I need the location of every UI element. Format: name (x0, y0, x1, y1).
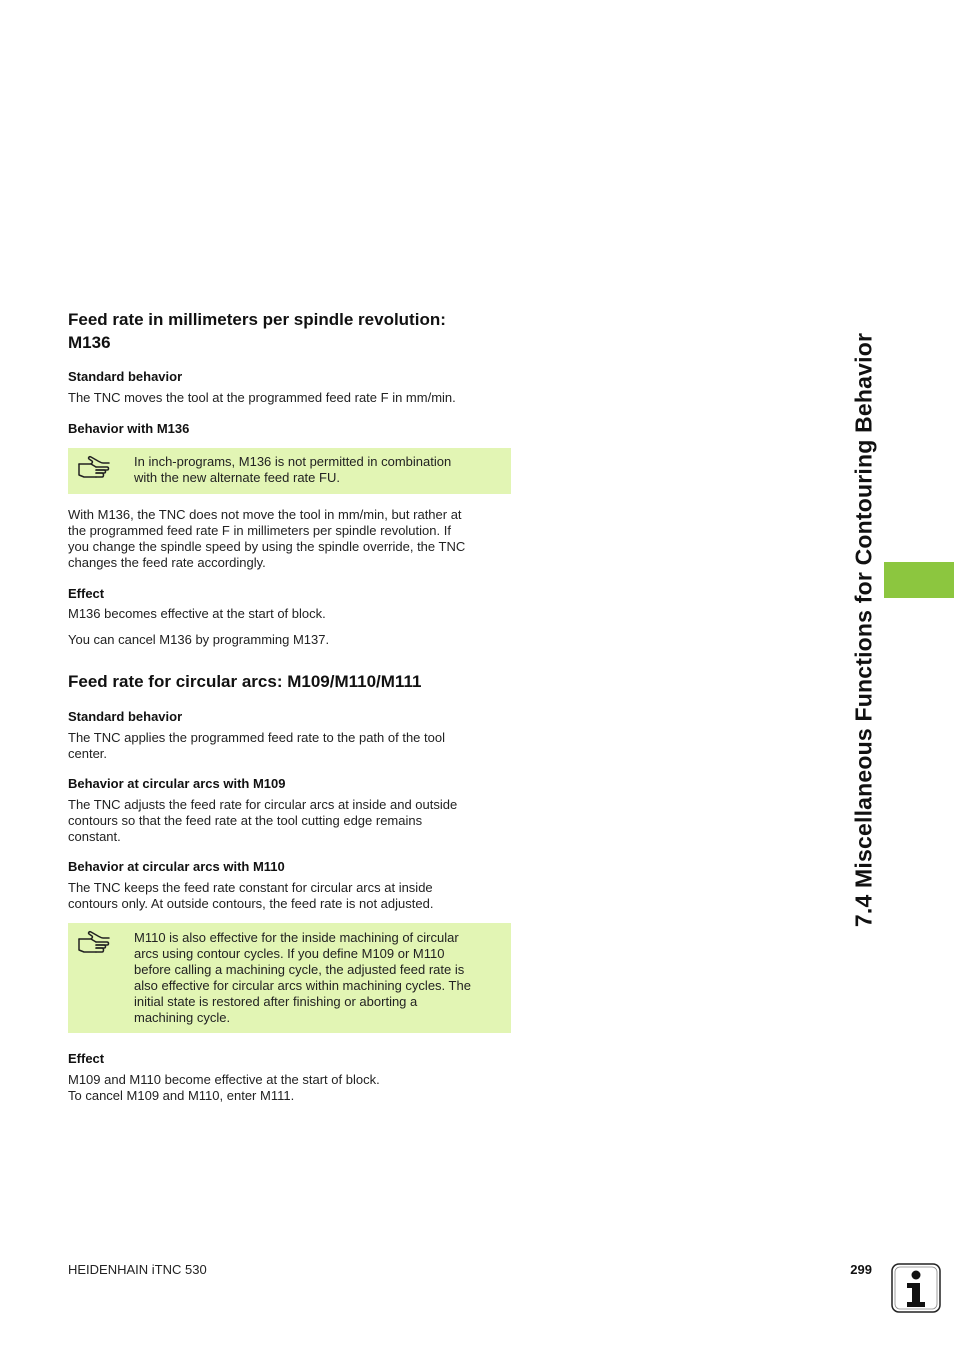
body-line: contours so that the feed rate at the tool cutting edge remains (68, 813, 423, 828)
body-line: you change the spindle speed by using the spindle override, the TNC (68, 539, 466, 554)
chapter-tab-marker (884, 562, 954, 598)
body-line: center. (68, 746, 108, 761)
note-line: initial state is restored after finishing or aborting a (134, 994, 418, 1009)
m109-text (68, 797, 513, 845)
page-number: 299 (850, 1262, 872, 1277)
m109-heading: Behavior at circular arcs with M109 (68, 776, 286, 791)
note-line: M110 is also effective for the inside machining of circular (134, 930, 459, 945)
footer-manual-name: HEIDENHAIN iTNC 530 (68, 1262, 207, 1277)
standard-behavior-text-2 (68, 730, 513, 762)
body-line: The TNC applies the programmed feed rate to the path of the tool (68, 730, 445, 745)
note-line: arcs using contour cycles. If you define M109 or M110 (134, 946, 445, 961)
note-line: machining cycle. (134, 1010, 231, 1025)
cancel-text-m136: You can cancel M136 by programming M137. (68, 632, 330, 647)
section-title-line2: M136 (68, 333, 111, 352)
effect-text-m136: M136 becomes effective at the start of block. (68, 606, 326, 621)
standard-behavior-text: The TNC moves the tool at the programmed feed rate F in mm/min. (68, 390, 456, 405)
effect-text-m109 (68, 1072, 513, 1104)
body-line: changes the feed rate accordingly. (68, 555, 266, 570)
pointing-hand-icon (76, 454, 112, 482)
note-line: also effective for circular arcs within machining cycles. The (134, 978, 471, 993)
m110-heading: Behavior at circular arcs with M110 (68, 859, 285, 874)
section-title-m109: Feed rate for circular arcs: M109/M110/M111 (68, 672, 422, 691)
note-box-m136 (68, 448, 511, 494)
body-line: constant. (68, 829, 121, 844)
m110-text (68, 880, 513, 912)
section-title-line1: Feed rate in millimeters per spindle revolution: (68, 310, 446, 329)
body-line: With M136, the TNC does not move the tool in mm/min, but rather at (68, 507, 462, 522)
standard-behavior-heading-2: Standard behavior (68, 709, 183, 724)
standard-behavior-heading: Standard behavior (68, 369, 183, 384)
pointing-hand-icon (76, 929, 112, 957)
effect-heading-m109: Effect (68, 1051, 105, 1066)
effect-heading-m136: Effect (68, 586, 105, 601)
body-line: The TNC adjusts the feed rate for circular arcs at inside and outside (68, 797, 458, 812)
chapter-side-title-text: 7.4 Miscellaneous Functions for Contouring Behavior (850, 332, 877, 928)
note-line: before calling a machining cycle, the adjusted feed rate is (134, 962, 465, 977)
m136-body-text (68, 507, 513, 571)
behavior-m136-heading: Behavior with M136 (68, 421, 190, 436)
note-box-m110 (68, 923, 511, 1033)
body-line: To cancel M109 and M110, enter M111. (68, 1088, 295, 1103)
info-icon (890, 1262, 942, 1314)
body-line: the programmed feed rate F in millimeters per spindle revolution. If (68, 523, 451, 538)
note-line: In inch-programs, M136 is not permitted in combination (134, 454, 452, 469)
note-line: with the new alternate feed rate FU. (134, 470, 340, 485)
body-line: The TNC keeps the feed rate constant for circular arcs at inside (68, 880, 433, 895)
body-line: contours only. At outside contours, the feed rate is not adjusted. (68, 896, 434, 911)
section-title-m136 (68, 308, 518, 354)
body-line: M109 and M110 become effective at the start of block. (68, 1072, 380, 1087)
